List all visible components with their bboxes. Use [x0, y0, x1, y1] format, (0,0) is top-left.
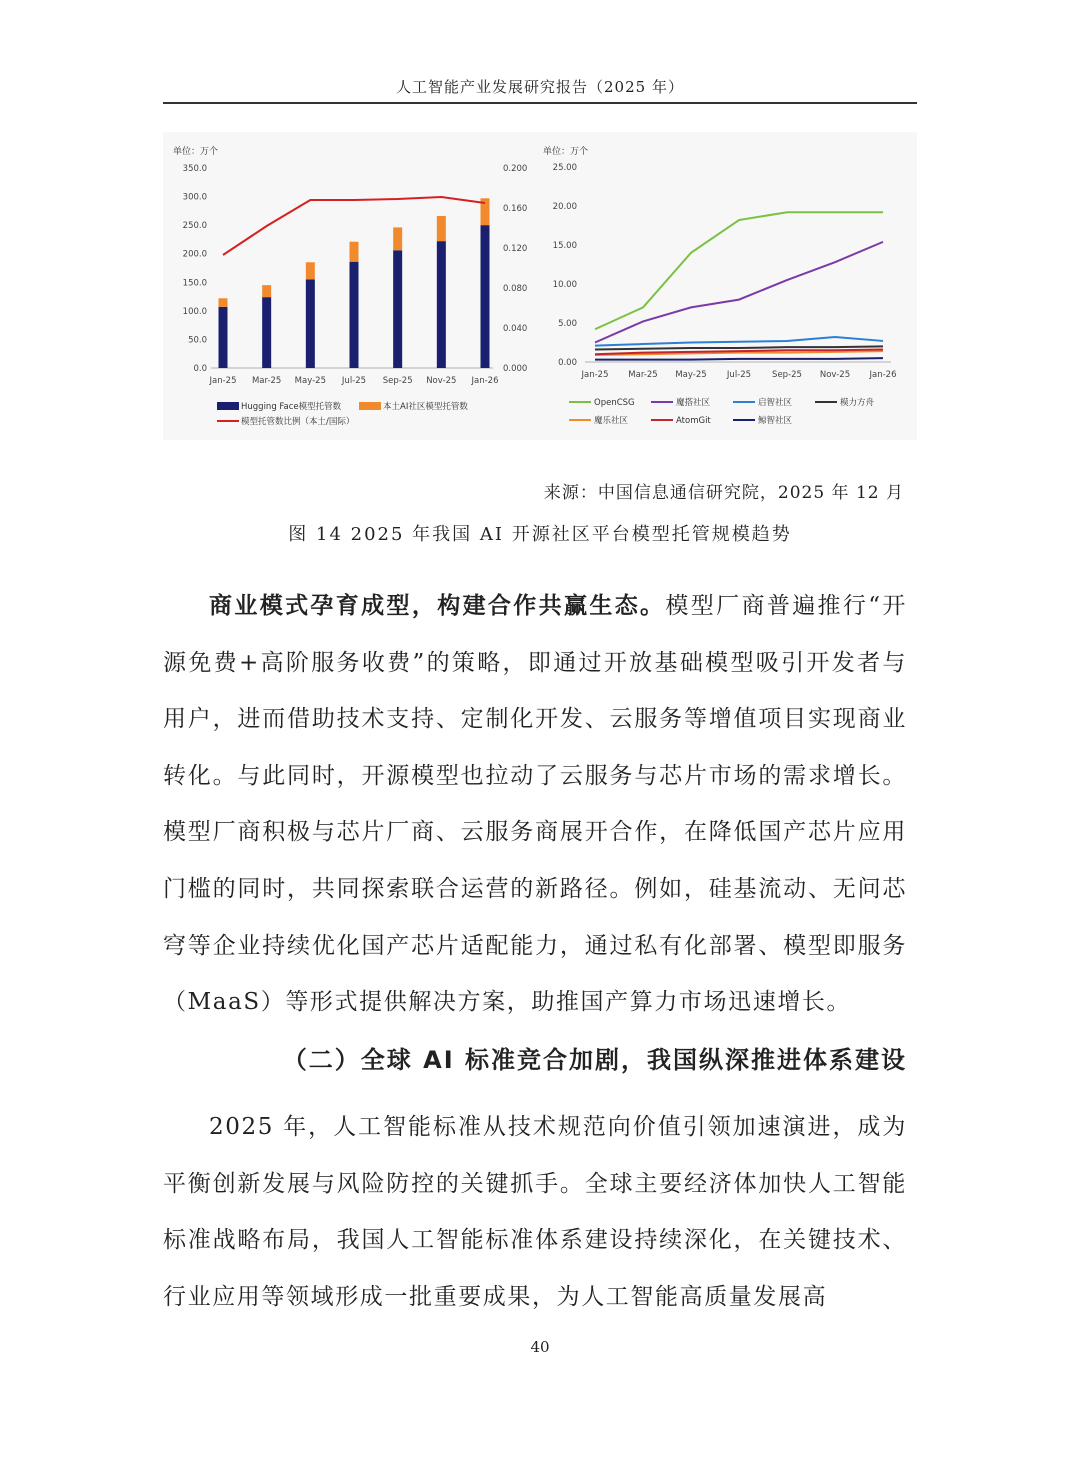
chart1-unit-label: 单位：万个: [173, 147, 219, 157]
chart1-x-tick: Sep-25: [382, 376, 413, 386]
chart1-bar-hf: [393, 250, 402, 368]
chart1-x-tick: May-25: [294, 376, 326, 386]
chart2-x-tick: Jan-26: [869, 370, 897, 380]
chart2-series-line: [595, 358, 883, 360]
chart2-x-tick: Jul-25: [726, 370, 752, 380]
chart1-y-tick: 300.0: [182, 192, 207, 203]
page-header-title: 人工智能产业发展研究报告（2025 年）: [396, 78, 684, 96]
chart1-legend-swatch-local: [359, 402, 381, 410]
chart2-x-tick: May-25: [675, 370, 707, 380]
paragraph-standards: 2025 年，人工智能标准从技术规范向价值引领加速演进，成为平衡创新发展与风险防控的关键抓手。全球主要经济体加快人工智能标准战略布局，我国人工智能标准体系建设持续深化，在关键技术、行业应用等领域形成一批重要成果，为人工智能高质量发展高: [163, 1114, 907, 1310]
chart1-bar-hf: [350, 262, 359, 368]
chart1-x-tick: Jan-26: [471, 376, 499, 386]
chart2-y-tick: 15.00: [552, 241, 577, 251]
chart1-legend-hf: Hugging Face模型托管数: [241, 402, 342, 412]
chart2-x-tick: Sep-25: [772, 370, 802, 380]
chart1-legend-local: 本土AI社区模型托管数: [383, 402, 468, 412]
figure-source: 来源：中国信息通信研究院，2025 年 12 月: [543, 483, 904, 503]
chart1-y-tick: 100.0: [182, 306, 207, 317]
paragraph-text: 模型厂商普遍推行“开源免费+高阶服务收费”的策略，即通过开放基础模型吸引开发者与用户，进而借助技术支持、定制化开发、云服务等增值项目实现商业转化。与此同时，开源模型也拉动了云服务与芯片市场的需求增长。模型厂商积极与芯片厂商、云服务商展开合作，在降低国产芯片应用门槛的同时，共同探索联合运营的新路径。例如，硅基流动、无问芯穹等企业持续优化国产芯片适配能力，通过私有化部署、模型即服务（MaaS）等形式提供解决方案，助推国产算力市场迅速增长。: [163, 593, 907, 1016]
chart2-legend-label: 启智社区: [758, 398, 793, 408]
chart1-x-tick: Nov-25: [426, 376, 457, 386]
header-rule: [163, 102, 917, 104]
chart1-bar-local: [219, 298, 228, 307]
chart1-legend-swatch-hf: [217, 402, 239, 410]
community-line-chart: [539, 132, 909, 440]
chart2-series-line: [595, 337, 883, 346]
chart1-bar-hf: [262, 297, 271, 368]
chart1-y-tick: 250.0: [182, 221, 207, 232]
section-heading: （二）全球 AI 标准竞合加剧，我国纵深推进体系建设: [282, 1046, 907, 1074]
chart2-y-tick: 0.00: [558, 358, 577, 368]
chart2-x-tick: Nov-25: [819, 370, 851, 380]
chart1-x-tick: Jul-25: [341, 376, 367, 386]
chart1-x-tick: Jan-25: [209, 376, 237, 386]
bar-line-chart: [163, 132, 533, 440]
chart1-bar-hf: [481, 225, 490, 368]
chart1-bar-local: [393, 227, 402, 250]
paragraph-business-model: [163, 578, 907, 1031]
chart1-x-tick: Mar-25: [251, 376, 282, 386]
page-number: 40: [530, 1338, 550, 1356]
chart2-x-tick: Mar-25: [628, 370, 658, 380]
chart1-y-tick: 200.0: [182, 249, 207, 260]
chart2-legend-label: 魔乐社区: [594, 416, 629, 426]
chart1-y-tick: 50.0: [188, 335, 207, 346]
chart2-series-line: [595, 242, 883, 343]
chart1-y2-tick: 0.120: [503, 244, 528, 254]
chart1-y-tick: 350.0: [182, 164, 207, 174]
chart1-bar-hf: [437, 241, 446, 368]
chart1-bar-local: [350, 242, 359, 262]
chart1-y2-tick: 0.160: [503, 204, 528, 214]
chart1-y-tick: 0.0: [193, 364, 207, 374]
chart2-legend-label: 鲸智社区: [758, 416, 793, 426]
chart2-series-line: [595, 212, 883, 329]
chart1-y-tick: 150.0: [182, 278, 207, 289]
figure-caption: 图 14 2025 年我国 AI 开源社区平台模型托管规模趋势: [288, 524, 792, 545]
chart1-bar-local: [262, 285, 271, 297]
chart1-bar-hf: [306, 279, 315, 368]
chart2-unit-label: 单位：万个: [543, 147, 589, 157]
chart2-legend-label: AtomGit: [676, 416, 711, 426]
chart2-legend-label: 魔搭社区: [676, 398, 711, 408]
chart1-bar-local: [306, 262, 315, 279]
chart1-y2-tick: 0.080: [503, 284, 528, 294]
chart2-y-tick: 20.00: [552, 202, 577, 212]
chart2-legend-label: OpenCSG: [594, 398, 635, 408]
figure-panel: [163, 132, 917, 440]
chart1-y2-tick: 0.200: [503, 164, 528, 174]
chart2-series-line: [595, 346, 883, 349]
chart1-bar-hf: [219, 307, 228, 368]
chart2-y-tick: 10.00: [552, 280, 577, 290]
paragraph-lead: 商业模式孕育成型，构建合作共赢生态。: [209, 593, 666, 619]
chart1-bar-local: [437, 216, 446, 241]
chart2-y-tick: 25.00: [552, 163, 577, 173]
chart1-y2-tick: 0.000: [503, 364, 528, 374]
chart1-legend-ratio: 模型托管数比例（本土/国际）: [241, 417, 355, 427]
chart1-y2-tick: 0.040: [503, 324, 528, 334]
chart2-legend-label: 模力方舟: [840, 398, 875, 408]
chart2-x-tick: Jan-25: [581, 370, 609, 380]
chart2-y-tick: 5.00: [558, 319, 577, 329]
